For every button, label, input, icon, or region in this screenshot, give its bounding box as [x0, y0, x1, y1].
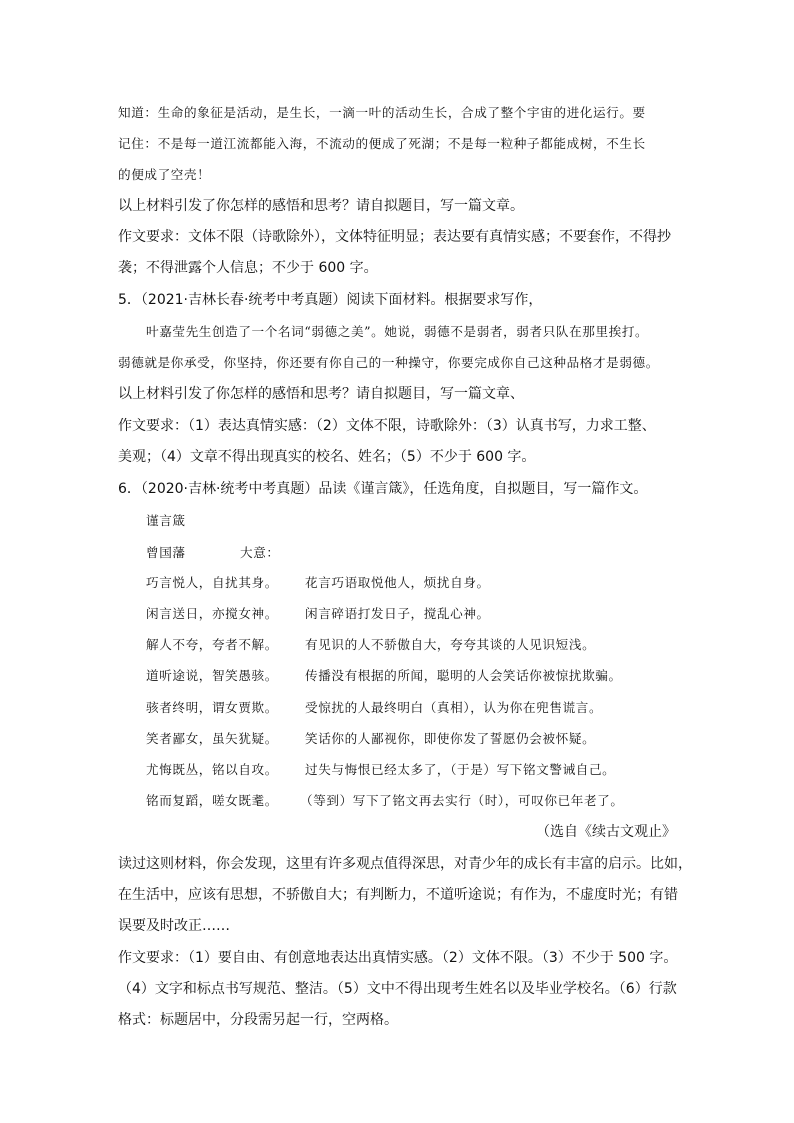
poem-line-meaning: 有见识的人不骄傲自大，夸夸其谈的人见识短浅。 [305, 637, 596, 652]
poem-line-original: 解人不夸，夸者不解。 [146, 637, 278, 652]
q4-requirements-line-1: 作文要求：文体不限（诗歌除外），文体特征明显；表达要有真情实感；不要套作，不得抄 [118, 229, 671, 245]
q6-heading: 6．（2020·吉林·统考中考真题）品读《谨言箴》，任选角度，自拟题目，写一篇作文。 [118, 481, 648, 497]
poem-line-meaning: 过失与悔恨已经太多了，（于是）写下铭文警诫自己。 [305, 762, 616, 777]
poem-line-original: 笑者鄙女，虽矢犹疑。 [146, 731, 278, 746]
q6-requirements-line-1: 作文要求：（1）要自由、有创意地表达出真情实感。（2）文体不限。（3）不少于 500 字。 [118, 950, 678, 966]
q6-requirements-line-3: 格式：标题居中，分段需另起一行，空两格。 [118, 1012, 398, 1028]
poem-line-meaning: 闲言碎语打发日子，搅乱心神。 [305, 606, 490, 621]
q5-prompt: 以上材料引发了你怎样的感悟和思考？请自拟题目，写一篇文章、 [118, 386, 524, 402]
q5-heading: 5．（2021·吉林长春·统考中考真题）阅读下面材料。根据要求写作， [118, 292, 543, 308]
poem-author: 曾国藩 [146, 545, 186, 560]
poem-line-original: 铭而复蹈，嗟女既耄。 [146, 793, 278, 808]
q5-material-line-1: 叶嘉莹先生创造了一个名词“弱德之美”。她说，弱德不是弱者，弱者只队在那里挨打。 [146, 324, 649, 339]
poem-title: 谨言箴 [146, 513, 186, 528]
poem-line-original: 尤悔既丛，铭以自攻。 [146, 762, 278, 777]
q5-material-line-2: 弱德就是你承受，你坚持，你还要有你自己的一种操守，你要完成你自己这种品格才是弱德。 [118, 355, 659, 370]
q6-commentary-line-2: 在生活中，应该有思想，不骄傲自大；有判断力，不道听途说；有作为，不虚度时光；有错 [118, 887, 678, 903]
q5-requirements-line-2: 美观；（4）文章不得出现真实的校名、姓名；（5）不少于 600 字。 [118, 449, 536, 465]
material-line-2: 记住：不是每一道江流都能入海，不流动的便成了死湖；不是每一粒种子都能成树，不生长 [118, 136, 646, 151]
q6-commentary-line-3: 误要及时改正…… [118, 918, 230, 934]
poem-source: （选自《续古文观止》 [536, 824, 676, 840]
poem-line-original: 巧言悦人，自扰其身。 [146, 575, 278, 590]
q5-requirements-line-1: 作文要求：（1）表达真情实感：（2）文体不限，诗歌除外：（3）认真书写，力求工整、 [118, 418, 656, 434]
poem-meaning-label: 大意： [240, 545, 280, 560]
poem-line-original: 道听途说，智笑愚骇。 [146, 668, 278, 683]
q6-commentary-line-1: 读过这则材料，你会发现，这里有许多观点值得深思，对青少年的成长有丰富的启示。比如， [118, 856, 692, 872]
poem-line-meaning: 花言巧语取悦他人，烦扰自身。 [305, 575, 490, 590]
q4-prompt: 以上材料引发了你怎样的感悟和思考？请自拟题目，写一篇文章。 [118, 198, 524, 214]
poem-line-meaning: 传播没有根据的所闻，聪明的人会笑话你被惊扰欺骗。 [305, 668, 622, 683]
poem-line-meaning: （等到）写下了铭文再去实行（时），可叹你已年老了。 [300, 793, 624, 808]
material-line-1: 知道：生命的象征是活动，是生长，一滴一叶的活动生长，合成了整个宇宙的进化运行。要 [118, 105, 646, 120]
q6-requirements-line-2: （4）文字和标点书写规范、整洁。（5）文中不得出现考生姓名以及毕业学校名。（6）行款 [118, 981, 677, 997]
poem-line-meaning: 受惊扰的人最终明白（真相），认为你在兜售谎言。 [305, 700, 603, 715]
material-line-3: 的便成了空壳！ [118, 167, 211, 182]
poem-line-original: 闲言送日，亦搅女神。 [146, 606, 278, 621]
poem-line-meaning: 笑话你的人鄙视你，即使你发了誓愿仍会被怀疑。 [305, 731, 596, 746]
q4-requirements-line-2: 袭；不得泄露个人信息；不少于 600 字。 [118, 260, 378, 276]
poem-line-original: 骇者终明，谓女贾欺。 [146, 700, 278, 715]
